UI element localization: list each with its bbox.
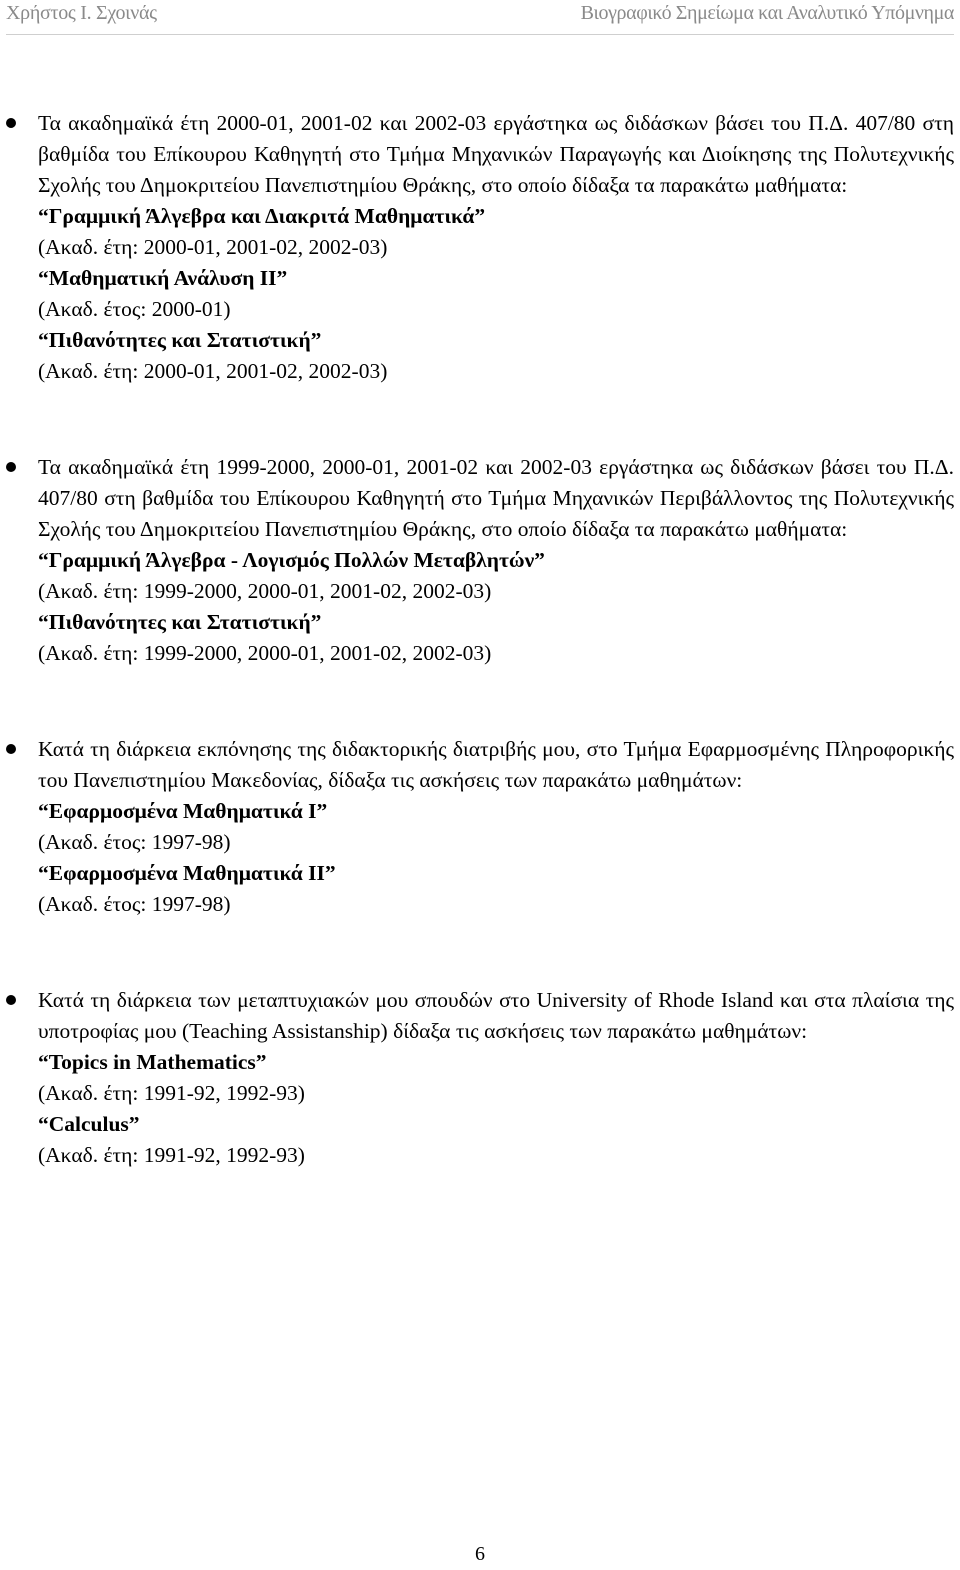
bullet-icon bbox=[6, 462, 16, 472]
course-years: (Ακαδ. έτη: 1999-2000, 2000-01, 2001-02, 2002-03) bbox=[38, 641, 492, 665]
section-intro: Κατά τη διάρκεια εκπόνησης της διδακτορικής διατριβής μου, στο Τμήμα Εφαρμοσμένης Πληροφορικής του Πανεπιστημίου Μακεδονίας, δίδαξα τις ασκήσεις των παρακάτω μαθημάτων: bbox=[38, 737, 954, 792]
bullet-icon bbox=[6, 995, 16, 1005]
running-header bbox=[6, 2, 954, 30]
section-intro: Κατά τη διάρκεια των μεταπτυχιακών μου σπουδών στο University of Rhode Island και στα πλαίσια της υποτροφίας μου (Teaching Assistanship) δίδαξα τις ασκήσεις των παρακάτω μαθημάτων: bbox=[38, 988, 954, 1043]
page-number: 6 bbox=[475, 1543, 485, 1565]
bullet-icon bbox=[6, 118, 16, 128]
course-years: (Ακαδ. έτη: 2000-01, 2001-02, 2002-03) bbox=[38, 359, 388, 383]
course-years: (Ακαδ. έτος: 1997-98) bbox=[38, 892, 231, 916]
course-title: “Εφαρμοσμένα Μαθηματικά Ι” bbox=[38, 799, 328, 823]
header-divider bbox=[6, 34, 954, 35]
course-years: (Ακαδ. έτος: 1997-98) bbox=[38, 830, 231, 854]
course-years: (Ακαδ. έτη: 1991-92, 1992-93) bbox=[38, 1143, 305, 1167]
course-title: “Topics in Mathematics” bbox=[38, 1050, 267, 1074]
course-title: “Εφαρμοσμένα Μαθηματικά ΙΙ” bbox=[38, 861, 336, 885]
header-author: Χρήστος Ι. Σχοινάς bbox=[6, 2, 157, 24]
bullet-icon bbox=[6, 744, 16, 754]
course-title: “Calculus” bbox=[38, 1112, 140, 1136]
section-intro: Τα ακαδημαϊκά έτη 2000-01, 2001-02 και 2002-03 εργάστηκα ως διδάσκων βάσει του Π.Δ. 407/80 στη βαθμίδα του Επίκουρου Καθηγητή στο Τμήμα Μηχανικών Παραγωγής και Διοίκησης της Πολυτεχνικής Σχολής του Δημοκριτείου Πανεπιστημίου Θράκης, στο οποίο δίδαξα τα παρακάτω μαθήματα: bbox=[38, 111, 954, 197]
course-title: “Γραμμική Άλγεβρα και Διακριτά Μαθηματικά” bbox=[38, 204, 486, 228]
course-title: “Γραμμική Άλγεβρα - Λογισμός Πολλών Μεταβλητών” bbox=[38, 548, 545, 572]
section-intro: Τα ακαδημαϊκά έτη 1999-2000, 2000-01, 2001-02 και 2002-03 εργάστηκα ως διδάσκων βάσει του Π.Δ. 407/80 στη βαθμίδα του Επίκουρου Καθηγητή στο Τμήμα Μηχανικών Περιβάλλοντος της Πολυτεχνικής Σχολής του Δημοκριτείου Πανεπιστημίου Θράκης, στο οποίο δίδαξα τα παρακάτω μαθήματα: bbox=[38, 455, 954, 541]
course-years: (Ακαδ. έτος: 2000-01) bbox=[38, 297, 231, 321]
course-years: (Ακαδ. έτη: 1999-2000, 2000-01, 2001-02, 2002-03) bbox=[38, 579, 492, 603]
course-title: “Πιθανότητες και Στατιστική” bbox=[38, 610, 322, 634]
header-document-title: Βιογραφικό Σημείωμα και Αναλυτικό Υπόμνημα bbox=[580, 2, 954, 24]
course-years: (Ακαδ. έτη: 2000-01, 2001-02, 2002-03) bbox=[38, 235, 388, 259]
course-years: (Ακαδ. έτη: 1991-92, 1992-93) bbox=[38, 1081, 305, 1105]
course-title: “Μαθηματική Ανάλυση ΙΙ” bbox=[38, 266, 288, 290]
course-title: “Πιθανότητες και Στατιστική” bbox=[38, 328, 322, 352]
